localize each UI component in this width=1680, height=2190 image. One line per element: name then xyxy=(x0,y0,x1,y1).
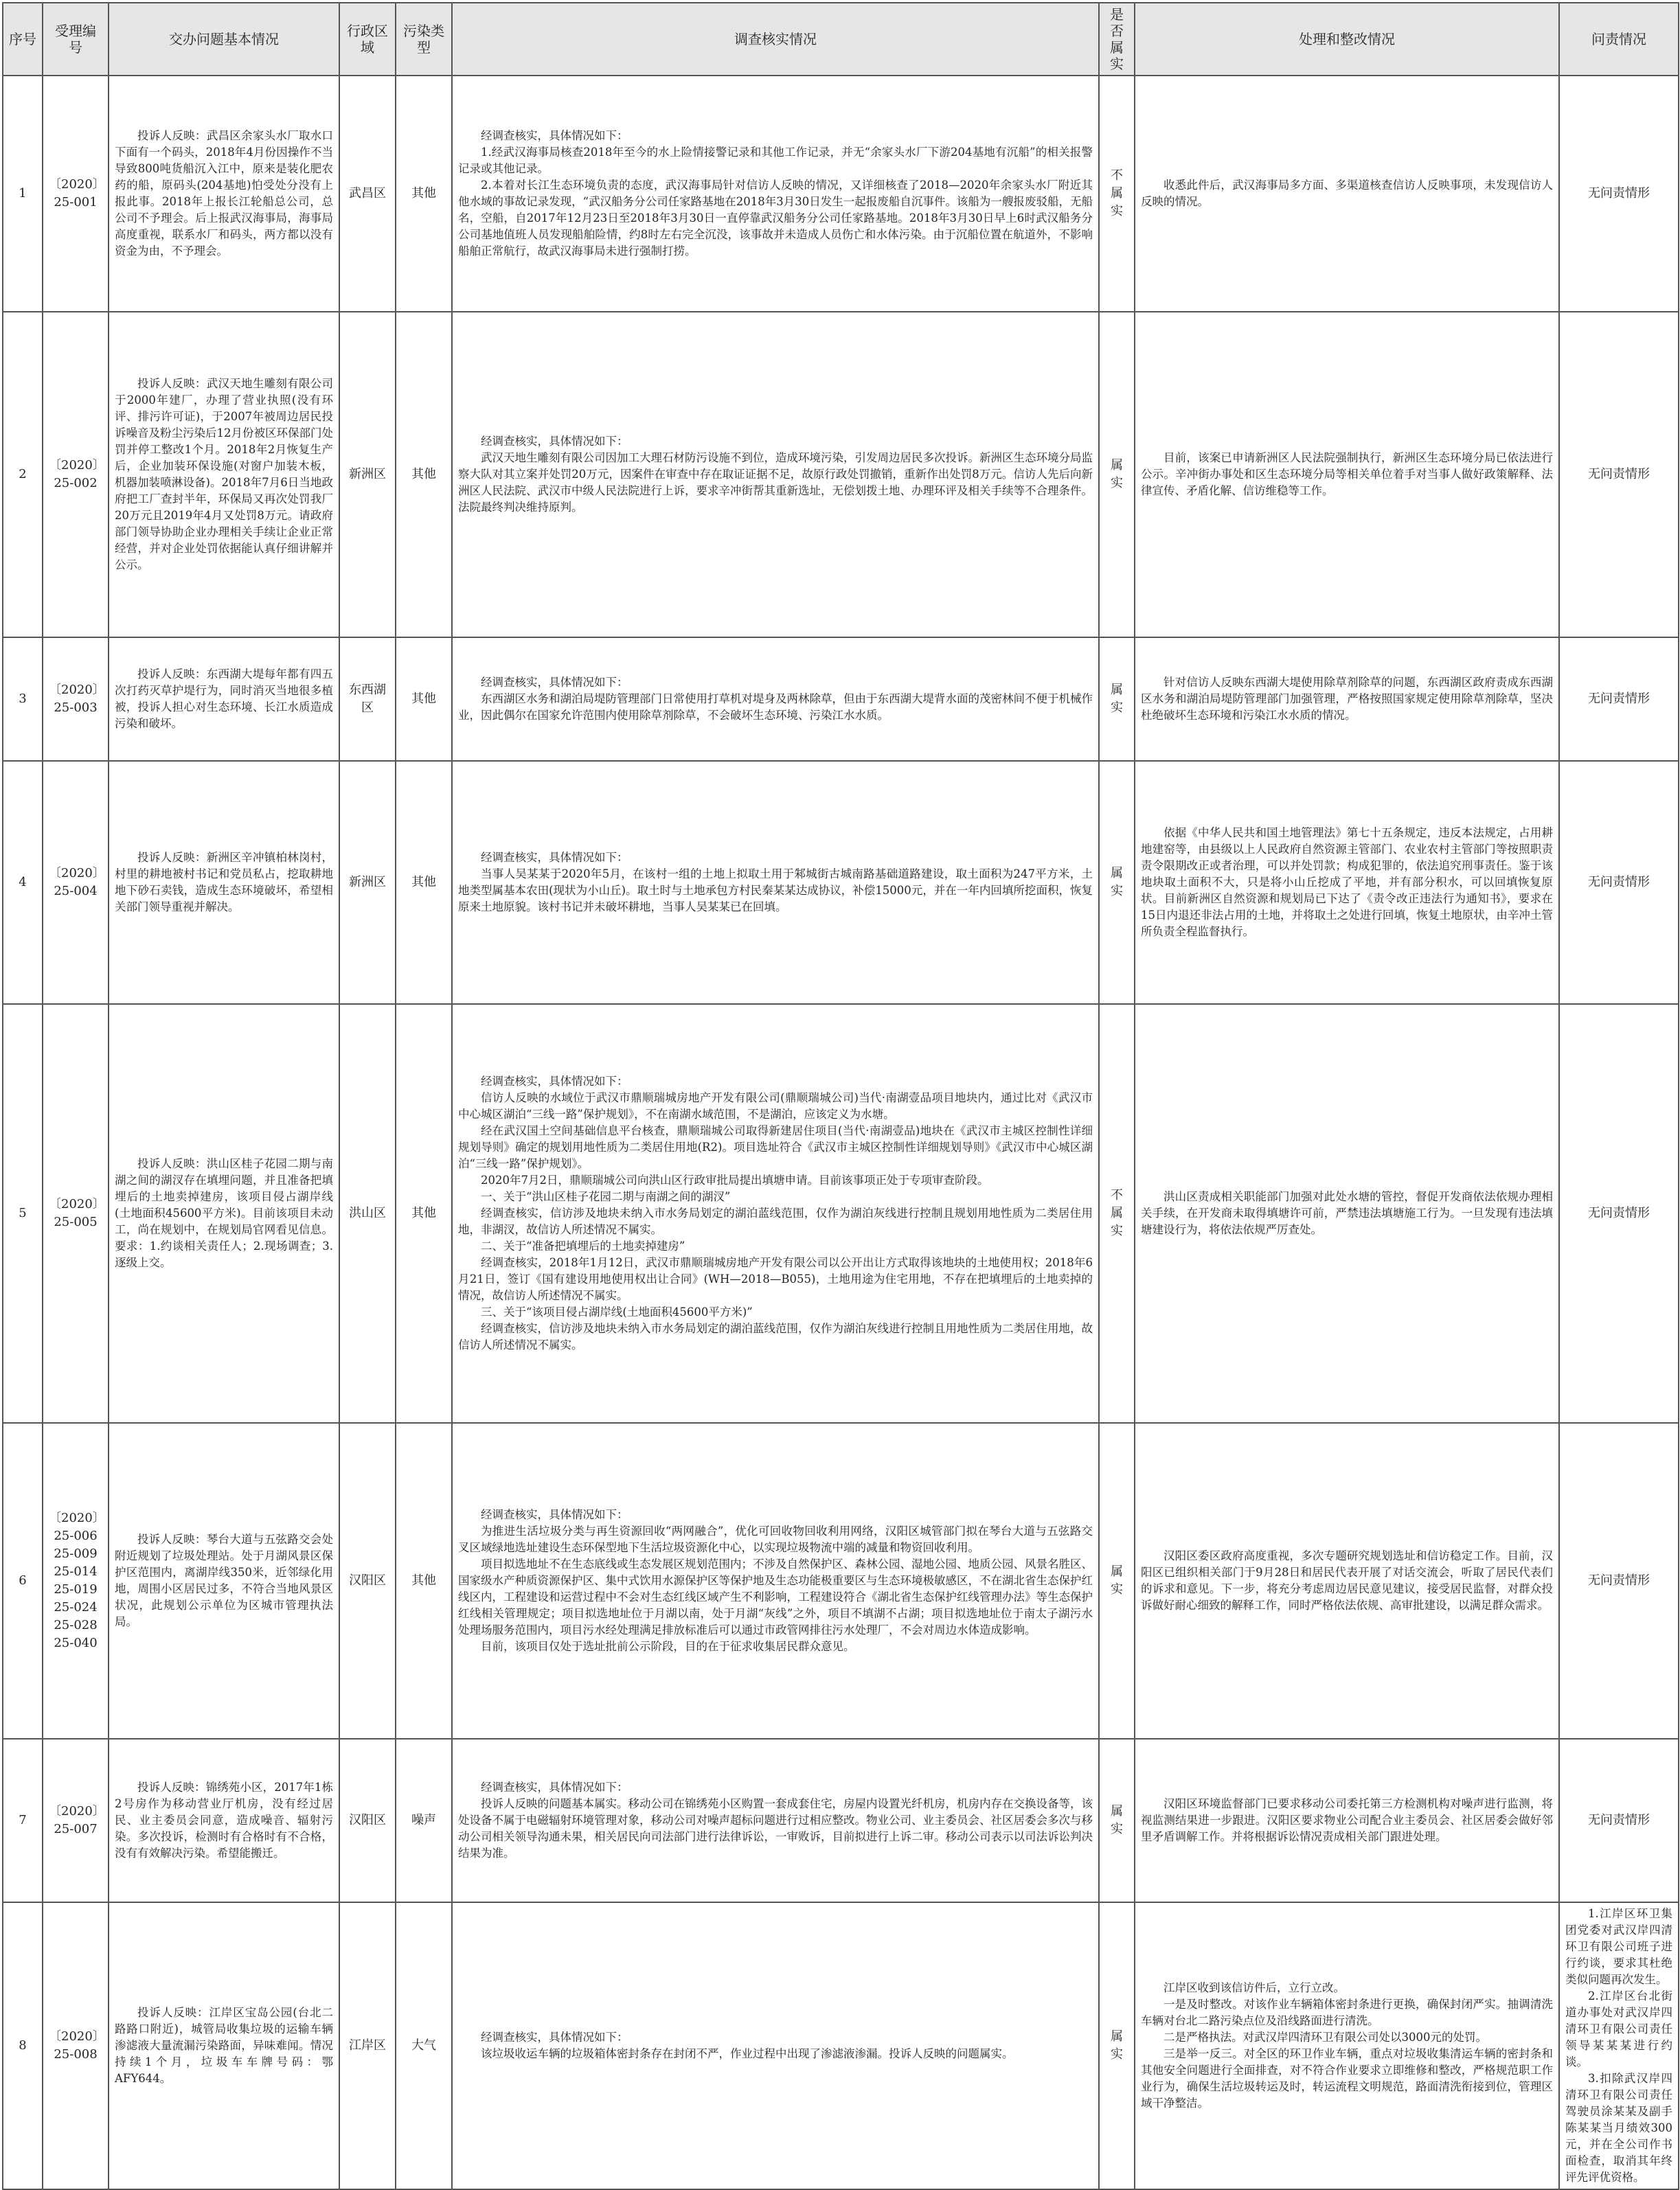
header-district: 行政区域 xyxy=(339,3,396,76)
table-row xyxy=(3,1739,1679,1902)
case-no: 25-003 xyxy=(54,700,98,715)
case-no: 25-001 xyxy=(54,195,98,209)
investigation-text: 经调查核实，具体情况如下： xyxy=(481,129,628,142)
investigation-text: 经在武汉国土空间基础信息平台核查，鼎顺瑞城公司取得新建居住项目(当代·南湖壹品)地块在《武汉市主城区控制性详细规划导则》确定的规划用地性质为二类居住用地(R2)。项目选址符合《武汉市主城区控制性详细规划导则》《武汉市中心城区湖泊“三线一路”保护规划》。 xyxy=(458,1124,1093,1170)
district-cell: 东西湖区 xyxy=(339,637,396,761)
investigation-text: 经调查核实，具体情况如下： xyxy=(481,1075,628,1088)
investigation-text: 信访人反映的水域位于武汉市鼎顺瑞城房地产开发有限公司(鼎顺瑞城公司)当代·南湖壹品项目地块内，通过比对《武汉市中心城区湖泊“三线一路”保护规划》，不在南湖水域范围，不是湖泊，应该定义为水塘。 xyxy=(458,1091,1093,1121)
investigation-text: 经调查核实，2018年1月12日，武汉市鼎顺瑞城房地产开发有限公司以公开出让方式取得该地块的土地使用权；2018年6月21日，签订《国有建设用地使用权出让合同》(WH—2018—B055)，土地用途为住宅用地，不存在把填埋后的土地卖掉的情况，故信访人所述情况不属实。 xyxy=(458,1256,1093,1302)
handling-cell xyxy=(1135,761,1559,1004)
case-no-cell xyxy=(43,1739,109,1902)
case-no: 〔2020〕 xyxy=(49,2029,105,2044)
accountability-cell: 无问责情形 xyxy=(1559,1004,1679,1423)
pollution-cell: 其他 xyxy=(396,312,452,637)
pollution-cell: 其他 xyxy=(396,1423,452,1739)
investigation-text: 目前，该项目仅处于选址批前公示阶段，目的在于征求收集居民群众意见。 xyxy=(481,1640,855,1653)
issue-cell xyxy=(109,1902,339,2189)
case-no-cell xyxy=(43,1902,109,2189)
case-no-cell xyxy=(43,1423,109,1739)
case-no: 25-028 xyxy=(54,1618,98,1632)
investigation-text: 二、关于“准备把填埋后的土地卖掉建房” xyxy=(481,1240,685,1253)
investigation-text: 经调查核实，具体情况如下： xyxy=(481,1781,628,1794)
accountability-cell xyxy=(1559,1902,1679,2189)
table-row xyxy=(3,761,1679,1004)
investigation-cell xyxy=(452,312,1099,637)
case-no: 〔2020〕 xyxy=(49,1511,105,1525)
valid-status: 不属实 xyxy=(1111,1188,1123,1238)
accountability-cell: 无问责情形 xyxy=(1559,76,1679,312)
pollution-cell: 噪声 xyxy=(396,1739,452,1902)
handling-cell xyxy=(1135,1423,1559,1739)
issue-cell xyxy=(109,76,339,312)
valid-cell xyxy=(1099,1739,1135,1902)
investigation-text: 投诉人反映的问题基本属实。移动公司在锦绣苑小区购置一套成套住宅，房屋内设置光纤机房，机房内存在交换设备等，该处设备不属于电磁辐射环境管理对象，移动公司对噪声超标问题进行过相应整改。物业公司、业主委员会、社区居委会多次与移动公司相关领导沟通未果，相关居民向司法部门进行法律诉讼，一审败诉，目前拟进行上诉二审。移动公司表示以司法诉讼判决结果为准。 xyxy=(458,1797,1093,1860)
valid-status: 不属实 xyxy=(1111,168,1123,218)
district-cell: 汉阳区 xyxy=(339,1423,396,1739)
table-body xyxy=(3,76,1679,2189)
header-case-no: 受理编号 xyxy=(43,3,109,76)
investigation-text: 该垃圾收运车辆的垃圾箱体密封条存在封闭不严，作业过程中出现了渗滤液渗漏。投诉人反映的问题属实。 xyxy=(481,2047,1014,2060)
seq-cell: 7 xyxy=(3,1739,43,1902)
investigation-text: 当事人吴某某于2020年5月，在该村一组的土地上拟取土用于邾城街古城南路基础道路建设，取土面积为247平方米，土地类型属基本农田(现状为小山丘)。取土时与土地承包方村民秦某某达成协议，补偿15000元，并在一年内回填所挖面积，恢复原来土地原貌。该村书记并未破坏耕地，当事人吴某某已在回填。 xyxy=(458,867,1093,913)
valid-cell xyxy=(1099,312,1135,637)
accountability-cell: 无问责情形 xyxy=(1559,1423,1679,1739)
seq-cell: 1 xyxy=(3,76,43,312)
investigation-text: 项目拟选地址不在生态底线或生态发展区规划范围内；不涉及自然保护区、森林公园、湿地公园、地质公园、风景名胜区、国家级水产种质资源保护区、集中式饮用水源保护区等保护地及生态功能极重要区与生态环境极敏感区，不在湖北省生态保护红线区内，工程建设和运营过程中不会对生态红线区域产生不利影响，工程建设符合《湖北省生态保护红线管理办法》等生态保护红线相关管理规定；项目拟选地址位于月湖以南，处于月湖“灰线”之外，项目不填湖不占湖；项目拟选地址位于南太子湖污水处理场服务范围内，项目污水经处理满足排放标准后可以通过市政管网排往污水处理厂，不会对周边水体造成影响。 xyxy=(458,1558,1093,1636)
table-row xyxy=(3,76,1679,312)
investigation-text: 武汉天地生雕刻有限公司因加工大理石材防污设施不到位，造成环境污染，引发周边居民多次投诉。新洲区生态环境分局监察大队对其立案并处罚20万元，因案件在审查中存在取证证据不足，故原行政处罚撤销，重新作出处罚8万元。信访人先后向新洲区人民法院、武汉市中级人民法院进行上诉，要求辛冲街帮其重新选址，无偿划拨土地、办理环评及相关手续等不合理条件。法院最终判决维持原判。 xyxy=(458,451,1093,514)
investigation-text: 经调查核实，具体情况如下： xyxy=(481,676,628,689)
case-no: 〔2020〕 xyxy=(49,177,105,192)
investigation-text: 三、关于“该项目侵占湖岸线(土地面积45600平方米)” xyxy=(481,1305,753,1319)
handling-text: 江岸区收到该信访件后，立行立改。 xyxy=(1163,1981,1345,1994)
pollution-cell: 其他 xyxy=(396,761,452,1004)
table-row xyxy=(3,1902,1679,2189)
investigation-text: 经调查核实，具体情况如下： xyxy=(481,1508,628,1521)
district-cell: 汉阳区 xyxy=(339,1739,396,1902)
pollution-cell: 其他 xyxy=(396,1004,452,1423)
district-cell: 新洲区 xyxy=(339,312,396,637)
accountability-text: 1.江岸区环卫集团党委对武汉岸四清环卫有限公司班子进行约谈，要求其杜绝类似问题再次发生。 xyxy=(1565,1907,1672,1986)
issue-text: 投诉人反映：江岸区宝岛公园(台北二路路口附近)，城管局收集垃圾的运输车辆渗滤液大量流漏污染路面，异味难闻。情况持续1个月，垃圾车车牌号码：鄂AFY644。 xyxy=(115,2006,333,2085)
case-no: 25-004 xyxy=(54,884,98,898)
valid-status: 属实 xyxy=(1111,1564,1123,1597)
district-cell: 武昌区 xyxy=(339,76,396,312)
issue-text: 投诉人反映：东西湖大堤每年都有四五次打药灭草护堤行为，同时消灭当地很多植被，投诉人担心对生态环境、长江水质造成污染和破坏。 xyxy=(115,668,333,730)
issue-text: 投诉人反映：武汉天地生雕刻有限公司于2000年建厂，办理了营业执照(没有环评、排污许可证)，于2007年被周边居民投诉噪音及粉尘污染后12月份被区环保部门处罚并停工整改1个月。2018年2月恢复生产后，企业加装环保设施(对窗户加装木板，机器加装喷淋设备)。2018年7月6日当地政府把工厂查封半年，环保局又再次处罚我厂20万元且2019年4月又处罚8万元。请政府部门领导协助企业办理相关手续让企业正常经营，并对企业处罚依据能认真仔细讲解并公示。 xyxy=(115,377,333,571)
table-row xyxy=(3,1004,1679,1423)
handling-text: 三是举一反三。对全区的环卫作业车辆，重点对垃圾收集清运车辆的密封条和其他安全问题进行全面排查，对不符合作业要求立即维修和整改，严格规范职工作业行为，确保生活垃圾转运及时，转运流程文明规范，路面清洗衔接到位，管理区域干净整洁。 xyxy=(1141,2047,1553,2110)
accountability-cell: 无问责情形 xyxy=(1559,637,1679,761)
seq-cell: 4 xyxy=(3,761,43,1004)
header-accountability: 问责情况 xyxy=(1559,3,1679,76)
case-no: 〔2020〕 xyxy=(49,683,105,697)
header-seq: 序号 xyxy=(3,3,43,76)
case-no: 〔2020〕 xyxy=(49,1197,105,1211)
case-no-cell xyxy=(43,312,109,637)
investigation-text: 一、关于“洪山区桂子花园二期与南湖之间的湖汊” xyxy=(481,1190,731,1203)
accountability-text: 2.江岸区台北街道办事处对武汉岸四清环卫有限公司责任领导某某某进行约谈。 xyxy=(1565,1989,1672,2068)
issue-cell xyxy=(109,312,339,637)
issue-cell xyxy=(109,637,339,761)
investigation-text: 2.本着对长江生态环境负责的态度，武汉海事局针对信访人反映的情况，又详细核查了2018—2020年余家头水厂附近其他水域的事故记录发现，“武汉船务分公司任家路基地在2018年3月30日发生一起报废船自沉事件。该船为一艘报废驳船，无船名，空船，自2017年12月23日至2018年3月30日一直停靠武汉船务分公司任家路基地。2018年3月30日早上6时武汉船务分公司基地值班人员发现船舶险情，约8时左右完全沉没，该事故并未造成人员伤亡和水体污染。由于沉船位置在航道外，不影响船舶正常航行，故武汉海事局未进行强制打捞。 xyxy=(458,179,1093,258)
valid-status: 属实 xyxy=(1111,866,1123,898)
handling-text: 二是严格执法。对武汉岸四清环卫有限公司处以3000元的处罚。 xyxy=(1163,2031,1487,2044)
valid-status: 属实 xyxy=(1111,458,1123,490)
investigation-text: 2020年7月2日，鼎顺瑞城公司向洪山区行政审批局提出填塘申请。目前该事项正处于专项审查阶段。 xyxy=(481,1174,989,1187)
investigation-text: 1.经武汉海事局核查2018年至今的水上险情接警记录和其他工作记录，并无“余家头水厂下游204基地有沉船”的相关报警记录或其他记录。 xyxy=(458,146,1093,175)
seq-cell: 3 xyxy=(3,637,43,761)
table-row xyxy=(3,312,1679,637)
investigation-cell xyxy=(452,76,1099,312)
pollution-cell: 其他 xyxy=(396,76,452,312)
table-header-row xyxy=(3,3,1679,76)
issue-text: 投诉人反映：武昌区余家头水厂取水口下面有一个码头，2018年4月份因操作不当导致800吨货船沉入江中，原来是装化肥农药的船，原码头(204基地)怕受处分没有上报此事。2018年上报长江轮船总公司，总公司不予理会。后上报武汉海事局，海事局高度重视，联系水厂和码头，两方都以没有资金为由，不予理会。 xyxy=(115,129,333,258)
case-no: 25-019 xyxy=(54,1582,98,1597)
investigation-cell xyxy=(452,1739,1099,1902)
seq-cell: 2 xyxy=(3,312,43,637)
investigation-cell xyxy=(452,1423,1099,1739)
investigation-cell xyxy=(452,637,1099,761)
accountability-cell: 无问责情形 xyxy=(1559,761,1679,1004)
header-pollution: 污染类型 xyxy=(396,3,452,76)
case-no-cell xyxy=(43,1004,109,1423)
handling-cell xyxy=(1135,637,1559,761)
pollution-cell: 大气 xyxy=(396,1902,452,2189)
issue-cell xyxy=(109,1423,339,1739)
valid-cell xyxy=(1099,1423,1135,1739)
issue-text: 投诉人反映：洪山区桂子花园二期与南湖之间的湖汊存在填埋问题，并且准备把填埋后的土地卖掉建房，该项目侵占湖岸线(土地面积45600平方米)。目前该项目未动工，尚在规划中，在规划局官网看见信息。要求：1.约谈相关责任人；2.现场调查；3.逐级上交。 xyxy=(115,1157,333,1269)
case-no: 〔2020〕 xyxy=(49,866,105,880)
case-no: 25-024 xyxy=(54,1600,98,1615)
district-cell: 江岸区 xyxy=(339,1902,396,2189)
case-no: 25-040 xyxy=(54,1636,98,1650)
pollution-cell: 其他 xyxy=(396,637,452,761)
accountability-text: 3.扣除武汉岸四清环卫有限公司责任驾驶员涂某某及副手陈某某当月绩效300元，并在全公司作书面检查，取消其年终评先评优资格。 xyxy=(1565,2072,1672,2184)
handling-text: 一是及时整改。对该作业车辆箱体密封条进行更换，确保封闭严实。抽调清洗车辆对台北二路污染点位及沿线路面进行清洗。 xyxy=(1141,1998,1553,2027)
investigation-text: 经调查核实，信访涉及地块未纳入市水务局划定的湖泊蓝线范围，仅作为湖泊灰线进行控制且规划用地性质为二类居住用地，非湖汊，故信访人所述情况不属实。 xyxy=(458,1207,1093,1236)
valid-cell xyxy=(1099,637,1135,761)
handling-text: 针对信访人反映东西湖大堤使用除草剂除草的问题，东西湖区政府责成东西湖区水务和湖泊局堤防管理部门加强管理，严格按照国家规定使用除草剂除草，坚决杜绝破坏生态环境和污染江水水质的情况。 xyxy=(1141,676,1553,722)
case-no: 25-007 xyxy=(54,1822,98,1836)
handling-cell xyxy=(1135,312,1559,637)
valid-cell xyxy=(1099,1004,1135,1423)
district-cell: 新洲区 xyxy=(339,761,396,1004)
header-handling: 处理和整改情况 xyxy=(1135,3,1559,76)
investigation-text: 经调查核实，信访涉及地块未纳入市水务局划定的湖泊蓝线范围，仅作为湖泊灰线进行控制且用地性质为二类居住用地，故信访人所述情况不属实。 xyxy=(458,1322,1093,1351)
district-cell: 洪山区 xyxy=(339,1004,396,1423)
header-valid: 是否属实 xyxy=(1099,3,1135,76)
case-no: 25-009 xyxy=(54,1547,98,1561)
issue-text: 投诉人反映：新洲区辛冲镇柏林岗村，村里的耕地被村书记和党员私占，挖取耕地地下砂石卖钱，造成生态环境破坏，希望相关部门领导重视并解决。 xyxy=(115,851,333,913)
seq-cell: 6 xyxy=(3,1423,43,1739)
case-no-cell xyxy=(43,76,109,312)
case-no: 25-008 xyxy=(54,2047,98,2062)
investigation-cell xyxy=(452,1004,1099,1423)
case-no: 25-014 xyxy=(54,1564,98,1579)
header-issue: 交办问题基本情况 xyxy=(109,3,339,76)
investigation-text: 经调查核实，具体情况如下： xyxy=(481,2031,628,2044)
issue-cell xyxy=(109,761,339,1004)
investigation-cell xyxy=(452,761,1099,1004)
investigation-text: 为推进生活垃圾分类与再生资源回收“两网融合”，优化可回收物回收利用网络，汉阳区城管部门拟在琴台大道与五弦路交叉区域绿地选址建设生态环保型地下生活垃圾资源化中心，以实现垃圾物流中端的减量和物资回收利用。 xyxy=(458,1525,1093,1554)
table-row xyxy=(3,637,1679,761)
investigation-text: 东西湖区水务和湖泊局堤防管理部门日常使用打草机对堤身及两林除草，但由于东西湖大堤背水面的茂密林间不便于机械作业，因此偶尔在国家允许范围内使用除草剂除草，不会破坏生态环境、污染江水水质。 xyxy=(458,692,1093,722)
handling-text: 收悉此件后，武汉海事局多方面、多渠道核查信访人反映事项，未发现信访人反映的情况。 xyxy=(1141,179,1553,208)
handling-text: 汉阳区环境监督部门已要求移动公司委托第三方检测机构对噪声进行监测，将视监测结果进一步跟进。汉阳区要求物业公司配合业主委员会、社区居委会做好邻里矛盾调解工作。并将根据诉讼情况责成相关部门跟进处理。 xyxy=(1141,1797,1553,1843)
complaint-table xyxy=(2,2,1679,2190)
handling-text: 目前，该案已申请新洲区人民法院强制执行，新洲区生态环境分局已依法进行公示。辛冲街办事处和区生态环境分局等相关单位着手对当事人做好政策解释、法律宣传、矛盾化解、信访维稳等工作。 xyxy=(1141,451,1553,497)
handling-cell xyxy=(1135,1739,1559,1902)
case-no: 25-006 xyxy=(54,1529,98,1543)
handling-cell xyxy=(1135,76,1559,312)
accountability-cell: 无问责情形 xyxy=(1559,1739,1679,1902)
valid-status: 属实 xyxy=(1111,1804,1123,1836)
issue-cell xyxy=(109,1739,339,1902)
valid-cell xyxy=(1099,76,1135,312)
handling-text: 依据《中华人民共和国土地管理法》第七十五条规定，违反本法规定，占用耕地建窑等，由县级以上人民政府自然资源主管部门、农业农村主管部门等按照职责责令限期改正或者治理，可以并处罚款；构成犯罪的，依法追究刑事责任。鉴于该地块取土面积不大，只是将小山丘挖成了平地，并有部分积水，可以回填恢复原状。目前新洲区自然资源和规划局已下达了《责令改正违法行为通知书》，要求在15日内退还非法占用的土地，并将取土之处进行回填，恢复土地原状，由辛冲土管所负责全程监督执行。 xyxy=(1141,826,1553,938)
investigation-text: 经调查核实，具体情况如下： xyxy=(481,851,628,864)
case-no: 〔2020〕 xyxy=(49,458,105,472)
handling-cell xyxy=(1135,1902,1559,2189)
handling-cell xyxy=(1135,1004,1559,1423)
issue-text: 投诉人反映：锦绣苑小区，2017年1栋2号房作为移动营业厅机房，没有经过居民、业主委员会同意，造成噪音、辐射污染。多次投诉，检测时有合格时有不合格，没有有效解决污染。希望能搬迁。 xyxy=(115,1781,333,1860)
handling-text: 汉阳区委区政府高度重视，多次专题研究规划选址和信访稳定工作。目前，汉阳区已组织相关部门于9月28日和居民代表开展了对话交流会，听取了居民代表们的诉求和意见。下一步，将充分考虑周边居民意见建议，接受居民监督，对群众投诉做好耐心细致的解释工作，同时严格依法依规、高审批建设，以满足群众需求。 xyxy=(1141,1549,1553,1612)
seq-cell: 8 xyxy=(3,1902,43,2189)
header-investigation: 调查核实情况 xyxy=(452,3,1099,76)
case-no: 〔2020〕 xyxy=(49,1804,105,1818)
handling-text: 洪山区责成相关职能部门加强对此处水塘的管控，督促开发商依法依规办理相关手续，在开发商未取得填塘许可前，严禁违法填塘施工行为。一旦发现有违法填塘建设行为，将依法依规严厉查处。 xyxy=(1141,1190,1553,1236)
investigation-cell xyxy=(452,1902,1099,2189)
case-no: 25-005 xyxy=(54,1215,98,1229)
valid-cell xyxy=(1099,1902,1135,2189)
valid-status: 属实 xyxy=(1111,2029,1123,2062)
case-no-cell xyxy=(43,761,109,1004)
issue-text: 投诉人反映：琴台大道与五弦路交会处附近规划了垃圾处理站。处于月湖风景区保护区范围内，离湖岸线350米，近邻绿化用地，周围小区居民过多，不符合当地风景区状况，此规划公示单位为区城市管理执法局。 xyxy=(115,1533,333,1628)
case-no-cell xyxy=(43,637,109,761)
issue-cell xyxy=(109,1004,339,1423)
investigation-text: 经调查核实，具体情况如下： xyxy=(481,435,628,448)
valid-status: 属实 xyxy=(1111,683,1123,715)
valid-cell xyxy=(1099,761,1135,1004)
accountability-cell: 无问责情形 xyxy=(1559,312,1679,637)
case-no: 25-002 xyxy=(54,476,98,490)
seq-cell: 5 xyxy=(3,1004,43,1423)
table-row xyxy=(3,1423,1679,1739)
